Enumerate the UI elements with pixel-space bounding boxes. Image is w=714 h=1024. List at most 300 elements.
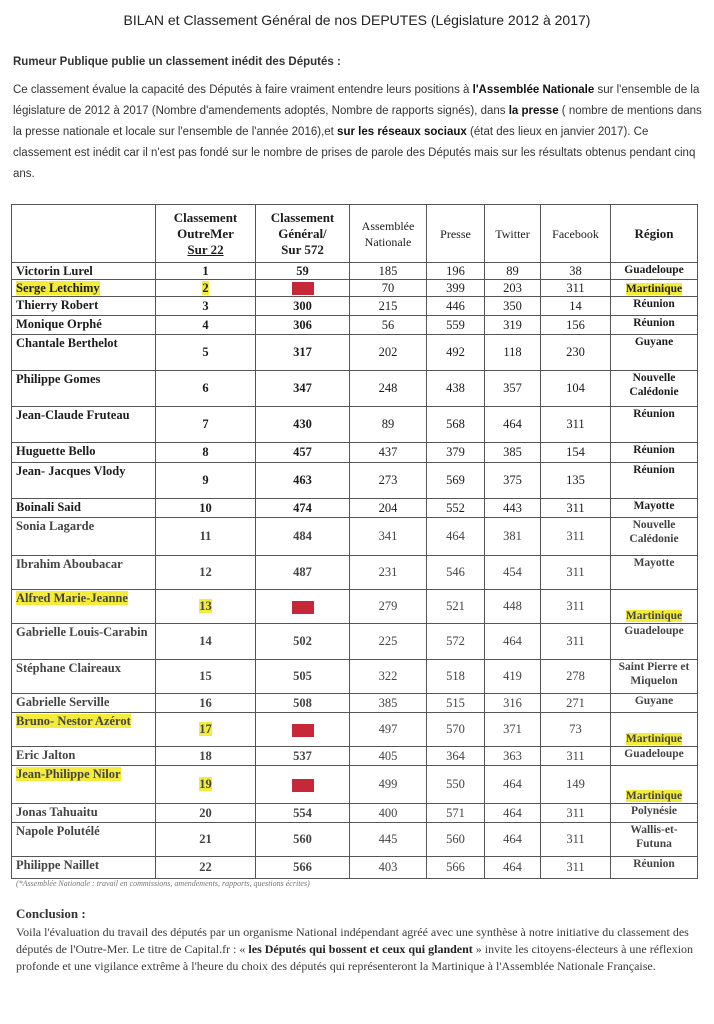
rank-general-cell-text: 474	[293, 500, 312, 515]
rank-general-cell-text: 59	[296, 263, 309, 278]
rank-general-cell	[256, 443, 350, 463]
twitter-cell-text: 464	[503, 805, 522, 820]
rank-outremer-cell	[156, 518, 256, 556]
table-row	[12, 747, 698, 766]
deputy-name-cell-text: Victorin Lurel	[16, 264, 93, 278]
deputy-name-cell	[12, 747, 156, 766]
assemblee-cell	[350, 857, 427, 879]
region-cell	[611, 407, 698, 443]
rank-general-cell	[256, 518, 350, 556]
rank-general-cell-text: 347	[293, 381, 312, 395]
assemblee-cell	[350, 624, 427, 660]
deputy-name-cell-text: Philippe Gomes	[16, 372, 101, 386]
region-cell	[611, 280, 698, 297]
twitter-cell	[485, 804, 541, 823]
assemblee-cell	[350, 463, 427, 499]
rank-outremer-cell	[156, 371, 256, 407]
twitter-cell	[485, 335, 541, 371]
table-row	[12, 713, 698, 747]
assemblee-cell-text: 403	[378, 860, 398, 874]
region-cell-text: Nouvelle Calédonie	[629, 519, 679, 545]
table-row	[12, 443, 698, 463]
facebook-cell	[541, 263, 611, 280]
rank-outremer-cell	[156, 766, 256, 804]
rank-general-cell	[256, 335, 350, 371]
rank-outremer-cell	[156, 316, 256, 335]
region-cell	[611, 316, 698, 335]
facebook-cell	[541, 590, 611, 624]
deputy-name-cell	[12, 694, 156, 713]
region-cell	[611, 590, 698, 624]
twitter-cell-text: 464	[503, 860, 522, 874]
deputy-name-cell	[12, 499, 156, 518]
assemblee-cell-text: 445	[378, 832, 398, 846]
rank-general-cell-text: 502	[293, 634, 312, 648]
facebook-cell-text: 278	[566, 669, 585, 683]
presse-cell-text: 521	[446, 599, 465, 613]
presse-cell-text: 552	[446, 500, 465, 515]
rank-general-cell	[256, 804, 350, 823]
intro-paragraph	[13, 80, 703, 185]
table-body	[12, 263, 698, 879]
twitter-cell-text: 363	[503, 748, 522, 763]
twitter-cell-text: 464	[503, 634, 522, 648]
rank-general-cell	[256, 857, 350, 879]
facebook-cell-text: 135	[566, 473, 585, 487]
rank-general-cell-text: 317	[293, 345, 312, 359]
rank-general-cell-text: 457	[293, 445, 312, 459]
rank-outremer-cell-text: 3	[202, 298, 209, 313]
twitter-cell	[485, 263, 541, 280]
conclusion-text-1: Voila l'évaluation du travail des députés par un organisme National indépendant agréé avec une synthèse à notre initiative du classement des députés de l'Outre-Mer. Le titre de Capital.fr : «	[16, 925, 689, 956]
region-cell-text: Guadeloupe	[624, 748, 684, 760]
rank-outremer-cell	[156, 463, 256, 499]
header-rank-outremer-l2: OutreMer	[177, 225, 234, 241]
presse-cell-text: 515	[446, 695, 465, 710]
presse-cell	[427, 316, 485, 335]
intro-text-1: Ce classement évalue la capacité des Députés à faire vraiment entendre leurs positions à	[13, 84, 473, 96]
assemblee-cell-text: 497	[378, 722, 398, 736]
presse-cell	[427, 660, 485, 694]
rank-outremer-cell	[156, 263, 256, 280]
twitter-cell-text: 203	[503, 280, 522, 295]
presse-cell-text: 492	[446, 345, 465, 359]
deputy-name-cell	[12, 297, 156, 316]
twitter-cell-text: 375	[503, 473, 522, 487]
rank-general-cell-text: 463	[293, 473, 312, 487]
assemblee-cell-text: 400	[378, 805, 398, 820]
twitter-cell	[485, 407, 541, 443]
rank-outremer-cell	[156, 556, 256, 590]
table-row	[12, 280, 698, 297]
table-row	[12, 463, 698, 499]
header-assemblee-l2: Nationale	[364, 234, 412, 249]
presse-cell-text: 438	[446, 381, 465, 395]
region-cell-text: Martinique	[625, 283, 683, 295]
assemblee-cell-text: 185	[378, 263, 398, 278]
assemblee-cell-text: 273	[378, 473, 398, 487]
presse-cell-text: 559	[446, 317, 465, 332]
rank-general-cell-text: 560	[293, 832, 312, 846]
region-cell-text: Mayotte	[633, 557, 675, 569]
facebook-cell	[541, 660, 611, 694]
region-cell-text: Guadeloupe	[624, 625, 684, 637]
twitter-cell-text: 316	[503, 695, 522, 710]
presse-cell-text: 569	[446, 473, 465, 487]
table-row	[12, 499, 698, 518]
rank-outremer-cell-text: 17	[199, 722, 212, 736]
presse-cell-text: 546	[446, 565, 465, 579]
region-cell-text: Réunion	[633, 408, 675, 420]
rank-general-cell-text: 306	[293, 317, 312, 332]
facebook-cell	[541, 766, 611, 804]
facebook-cell	[541, 280, 611, 297]
assemblee-cell	[350, 518, 427, 556]
twitter-cell	[485, 518, 541, 556]
region-cell-text: Guadeloupe	[624, 264, 684, 276]
intro-bold-2: la presse	[508, 105, 559, 117]
region-cell	[611, 499, 698, 518]
rank-general-cell	[256, 556, 350, 590]
twitter-cell-text: 464	[503, 417, 522, 431]
region-cell-text: Polynésie	[631, 805, 677, 817]
table-row	[12, 518, 698, 556]
rank-outremer-cell-text: 2	[202, 280, 209, 295]
facebook-cell	[541, 407, 611, 443]
rank-outremer-cell-text: 20	[199, 805, 212, 820]
rank-general-cell	[256, 316, 350, 335]
header-region: Région	[611, 205, 698, 263]
intro-bold-3: sur les réseaux sociaux	[337, 126, 467, 138]
deputy-name-cell	[12, 624, 156, 660]
presse-cell-text: 399	[446, 280, 465, 295]
twitter-cell	[485, 297, 541, 316]
rank-general-cell-text: 300	[293, 298, 312, 313]
assemblee-cell-text: 499	[378, 777, 398, 791]
table-row	[12, 804, 698, 823]
deputy-name-cell-text: Gabrielle Serville	[16, 695, 110, 709]
facebook-cell-text: 311	[566, 565, 585, 579]
rank-general-cell	[256, 371, 350, 407]
rank-outremer-cell-text: 8	[202, 445, 209, 459]
presse-cell	[427, 766, 485, 804]
rank-outremer-cell	[156, 297, 256, 316]
facebook-cell	[541, 556, 611, 590]
assemblee-cell-text: 341	[378, 529, 398, 543]
rank-general-cell	[256, 297, 350, 316]
facebook-cell	[541, 463, 611, 499]
assemblee-cell-text: 202	[378, 345, 398, 359]
facebook-cell	[541, 857, 611, 879]
region-cell-text: Martinique	[625, 790, 683, 802]
facebook-cell-text: 311	[566, 529, 585, 543]
table-row	[12, 371, 698, 407]
rank-outremer-cell-text: 21	[199, 832, 212, 846]
rank-outremer-cell	[156, 747, 256, 766]
region-cell	[611, 443, 698, 463]
presse-cell-text: 560	[446, 832, 465, 846]
presse-cell	[427, 371, 485, 407]
region-cell-text: Guyane	[634, 336, 674, 348]
redacted-rank-box	[292, 779, 314, 792]
twitter-cell	[485, 463, 541, 499]
assemblee-cell	[350, 335, 427, 371]
region-cell	[611, 371, 698, 407]
deputies-ranking-table	[11, 204, 698, 879]
deputy-name-cell	[12, 556, 156, 590]
rank-outremer-cell	[156, 694, 256, 713]
deputy-name-cell	[12, 713, 156, 747]
region-cell-text: Nouvelle Calédonie	[629, 372, 679, 398]
deputy-name-cell-text: Stéphane Claireaux	[16, 661, 121, 675]
conclusion-paragraph	[16, 924, 700, 975]
header-rank-outremer-l3-text: Sur 22	[187, 241, 224, 257]
header-assemblee	[350, 205, 427, 263]
rank-general-cell-text: 430	[293, 417, 312, 431]
redacted-rank-box	[292, 724, 314, 737]
rank-general-cell	[256, 624, 350, 660]
header-rank-general-l3: Sur 572	[281, 241, 324, 257]
assemblee-cell	[350, 766, 427, 804]
assemblee-cell	[350, 590, 427, 624]
assemblee-cell-text: 231	[378, 565, 398, 579]
rank-general-cell	[256, 463, 350, 499]
deputy-name-cell	[12, 518, 156, 556]
presse-cell	[427, 263, 485, 280]
deputy-name-cell-text: Thierry Robert	[16, 298, 99, 312]
rank-general-cell-text: 505	[293, 669, 312, 683]
deputy-name-cell-text: Monique Orphé	[16, 317, 102, 331]
facebook-cell-text: 104	[566, 381, 585, 395]
table-row	[12, 624, 698, 660]
presse-cell	[427, 499, 485, 518]
rank-outremer-cell-text: 10	[199, 500, 212, 515]
twitter-cell	[485, 660, 541, 694]
assemblee-cell-text: 70	[381, 280, 395, 295]
presse-cell	[427, 804, 485, 823]
facebook-cell-text: 311	[566, 805, 585, 820]
deputy-name-cell-text: Boinali Said	[16, 500, 81, 514]
deputy-name-cell-text: Jean-Claude Fruteau	[16, 408, 130, 422]
facebook-cell-text: 230	[566, 345, 585, 359]
facebook-cell-text: 271	[566, 695, 585, 710]
deputy-name-cell	[12, 463, 156, 499]
facebook-cell	[541, 823, 611, 857]
rank-outremer-cell-text: 16	[199, 695, 212, 710]
rank-outremer-cell	[156, 590, 256, 624]
presse-cell-text: 518	[446, 669, 465, 683]
rank-outremer-cell	[156, 407, 256, 443]
intro-bold-1: l'Assemblée Nationale	[472, 84, 595, 96]
rank-general-cell-text: 508	[293, 695, 312, 710]
header-presse: Presse	[427, 205, 485, 263]
facebook-cell-text: 311	[566, 417, 585, 431]
presse-cell	[427, 747, 485, 766]
rank-outremer-cell-text: 7	[202, 417, 209, 431]
rank-outremer-cell	[156, 335, 256, 371]
facebook-cell	[541, 694, 611, 713]
table-header-row	[12, 205, 698, 263]
header-rank-general-l2: Général/	[278, 225, 327, 241]
table-row	[12, 694, 698, 713]
facebook-cell	[541, 518, 611, 556]
rank-general-cell-text: 537	[293, 748, 312, 763]
rank-outremer-cell	[156, 660, 256, 694]
facebook-cell-text: 311	[566, 832, 585, 846]
twitter-cell-text: 350	[503, 298, 522, 313]
region-cell-text: Réunion	[633, 298, 675, 310]
header-facebook: Facebook	[541, 205, 611, 263]
twitter-cell	[485, 766, 541, 804]
deputy-name-cell	[12, 857, 156, 879]
rank-outremer-cell-text: 12	[199, 565, 212, 579]
deputy-name-cell-text: Jean-Philippe Nilor	[16, 767, 121, 781]
rank-general-cell	[256, 747, 350, 766]
presse-cell-text: 572	[446, 634, 465, 648]
deputy-name-cell	[12, 660, 156, 694]
header-rank-general	[256, 205, 350, 263]
facebook-cell-text: 14	[569, 298, 582, 313]
twitter-cell	[485, 556, 541, 590]
deputy-name-cell-text: Gabrielle Louis-Carabin	[16, 625, 148, 639]
twitter-cell	[485, 624, 541, 660]
assemblee-cell	[350, 660, 427, 694]
region-cell	[611, 335, 698, 371]
rank-outremer-cell	[156, 857, 256, 879]
facebook-cell	[541, 316, 611, 335]
presse-cell	[427, 443, 485, 463]
region-cell	[611, 747, 698, 766]
region-cell	[611, 624, 698, 660]
region-cell	[611, 263, 698, 280]
presse-cell	[427, 280, 485, 297]
facebook-cell	[541, 335, 611, 371]
rank-general-cell	[256, 660, 350, 694]
table-row	[12, 766, 698, 804]
rank-general-cell	[256, 263, 350, 280]
region-cell	[611, 463, 698, 499]
rank-general-cell	[256, 590, 350, 624]
rank-outremer-cell-text: 14	[199, 634, 212, 648]
presse-cell	[427, 694, 485, 713]
region-cell	[611, 857, 698, 879]
facebook-cell-text: 154	[566, 445, 585, 459]
rank-general-cell	[256, 499, 350, 518]
twitter-cell	[485, 823, 541, 857]
redacted-rank-box	[292, 601, 314, 614]
assemblee-cell-text: 405	[378, 748, 398, 763]
rank-outremer-cell-text: 6	[202, 381, 209, 395]
deputy-name-cell-text: Philippe Naillet	[16, 858, 99, 872]
assemblee-cell-text: 204	[378, 500, 398, 515]
twitter-cell-text: 319	[503, 317, 522, 332]
table-row	[12, 407, 698, 443]
facebook-cell-text: 311	[566, 634, 585, 648]
region-cell-text: Mayotte	[633, 500, 675, 512]
presse-cell-text: 550	[446, 777, 465, 791]
facebook-cell	[541, 713, 611, 747]
deputy-name-cell-text: Sonia Lagarde	[16, 519, 95, 533]
deputy-name-cell	[12, 804, 156, 823]
rank-outremer-cell-text: 22	[199, 860, 212, 874]
twitter-cell	[485, 371, 541, 407]
region-cell-text: Réunion	[633, 317, 675, 329]
twitter-cell	[485, 713, 541, 747]
region-cell-text: Réunion	[633, 444, 675, 456]
region-cell	[611, 694, 698, 713]
twitter-cell-text: 381	[503, 529, 522, 543]
assemblee-cell	[350, 263, 427, 280]
twitter-cell-text: 89	[506, 263, 519, 278]
table-row	[12, 263, 698, 280]
assemblee-cell-text: 215	[378, 298, 398, 313]
header-assemblee-l1: Assemblée	[361, 218, 415, 233]
deputy-name-cell-text: Jonas Tahuaitu	[16, 805, 98, 819]
presse-cell	[427, 556, 485, 590]
facebook-cell-text: 311	[566, 280, 585, 295]
twitter-cell	[485, 694, 541, 713]
facebook-cell	[541, 443, 611, 463]
assemblee-cell	[350, 443, 427, 463]
twitter-cell	[485, 280, 541, 297]
facebook-cell-text: 156	[566, 317, 585, 332]
rank-outremer-cell-text: 19	[199, 777, 212, 791]
presse-cell	[427, 590, 485, 624]
assemblee-cell-text: 89	[381, 417, 395, 431]
assemblee-cell-text: 56	[381, 317, 395, 332]
twitter-cell-text: 118	[503, 345, 522, 359]
assemblee-cell	[350, 280, 427, 297]
facebook-cell-text: 73	[569, 722, 582, 736]
rank-outremer-cell-text: 18	[199, 748, 212, 763]
deputy-name-cell	[12, 335, 156, 371]
region-cell-text: Réunion	[633, 858, 675, 870]
assemblee-cell	[350, 316, 427, 335]
deputy-name-cell	[12, 766, 156, 804]
deputy-name-cell	[12, 280, 156, 297]
intro-text-4: (état des lieux en janvier 2017). Ce classement est inédit car il n'est pas fondé sur le nombre de prises de parole des Députés mais sur les résultats obtenus pendant cinq ans.	[13, 126, 696, 180]
twitter-cell-text: 371	[503, 722, 522, 736]
presse-cell	[427, 624, 485, 660]
rank-outremer-cell-text: 5	[202, 345, 209, 359]
region-cell	[611, 297, 698, 316]
table-row	[12, 857, 698, 879]
deputy-name-cell	[12, 823, 156, 857]
region-cell-text: Martinique	[625, 733, 683, 745]
facebook-cell-text: 38	[569, 263, 582, 278]
table-row	[12, 590, 698, 624]
twitter-cell-text: 448	[503, 599, 522, 613]
rank-general-cell	[256, 713, 350, 747]
header-rank-outremer-l1: Classement	[173, 209, 238, 225]
presse-cell-text: 571	[446, 805, 465, 820]
rank-outremer-cell	[156, 499, 256, 518]
presse-cell	[427, 407, 485, 443]
table-row	[12, 297, 698, 316]
deputy-name-cell	[12, 407, 156, 443]
twitter-cell	[485, 590, 541, 624]
presse-cell	[427, 713, 485, 747]
rank-outremer-cell-text: 11	[199, 529, 212, 543]
facebook-cell-text: 311	[566, 500, 585, 515]
rank-general-cell-text: 487	[293, 565, 312, 579]
rank-general-cell	[256, 694, 350, 713]
intro-heading: Rumeur Publique publie un classement inédit des Députés :	[13, 56, 341, 68]
rank-general-cell-text: 566	[293, 860, 312, 874]
region-cell	[611, 660, 698, 694]
facebook-cell	[541, 499, 611, 518]
presse-cell-text: 196	[446, 263, 465, 278]
